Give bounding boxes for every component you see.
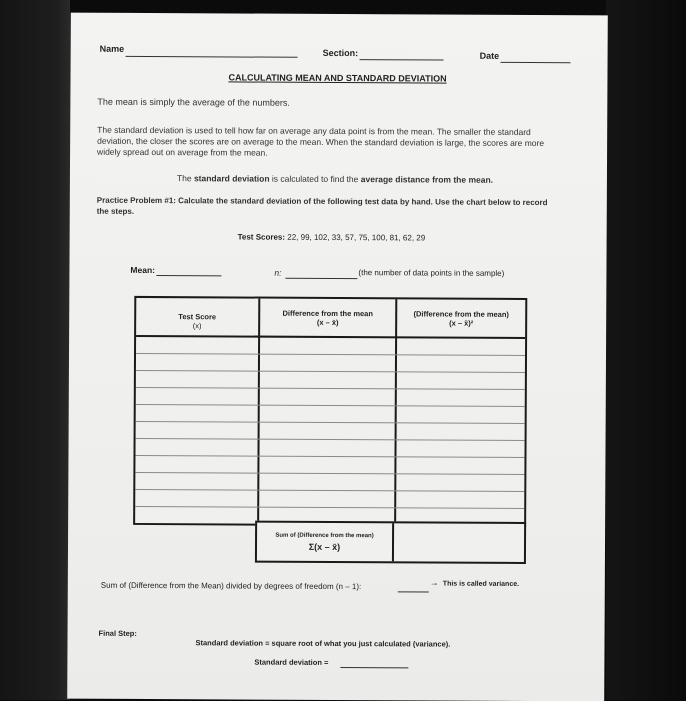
data-table	[133, 296, 527, 527]
name-label: Name	[99, 43, 125, 54]
n-hint: (the number of data points in the sample)	[358, 268, 505, 278]
test-scores	[238, 232, 426, 242]
col-difference-header	[260, 309, 395, 328]
table-row-line	[135, 489, 524, 492]
sd-label: Standard deviation =	[254, 657, 329, 667]
col2-line2: (x – x̄)	[316, 317, 339, 328]
table-row-line	[135, 472, 524, 475]
mean-label: Mean:	[130, 264, 156, 276]
section-label: Section:	[322, 47, 359, 59]
mean-field[interactable]	[156, 275, 221, 276]
table-row-line	[136, 421, 525, 424]
variance-field[interactable]	[398, 591, 429, 592]
sd-calc-bold1: standard deviation	[193, 173, 270, 184]
sd-calc-prefix: The	[176, 173, 192, 184]
sum-header	[257, 532, 392, 555]
final-step-text: Standard deviation = square root of what you just calculated (variance).	[195, 638, 451, 649]
date-label: Date	[479, 50, 500, 61]
sum-answer-cell[interactable]	[394, 523, 524, 562]
worksheet-page	[67, 13, 608, 701]
col2-line1: Difference from the mean	[282, 308, 373, 319]
sd-paragraph: The standard deviation is used to tell how far on average any data point is from the mean. The smaller the standard deviation, the closer the scores are on average to the mean. When the standard deviation is large, the scores are more widely spread out on average from the mean.	[97, 124, 545, 158]
col-test-score-header	[136, 312, 258, 331]
arrow-icon: →	[429, 577, 439, 588]
table-row-line	[136, 404, 525, 407]
section-field[interactable]	[360, 59, 444, 60]
variance-text: Sum of (Difference from the Mean) divided by degrees of freedom (n – 1):	[100, 580, 362, 592]
final-step-label: Final Step:	[98, 628, 137, 638]
table-row-line	[136, 387, 525, 390]
n-field[interactable]	[285, 278, 357, 279]
col3-line1: (Difference from the mean)	[413, 309, 509, 319]
variance-note: This is called variance.	[442, 580, 520, 588]
background-right	[606, 0, 686, 700]
sum-box	[255, 521, 526, 564]
practice-problem: Practice Problem #1: Calculate the standard deviation of the following test data by hand. Use the chart below to record the steps.	[96, 195, 548, 216]
test-scores-values: 22, 99, 102, 33, 57, 75, 100, 81, 62, 29	[287, 232, 426, 243]
table-row-line	[135, 506, 524, 509]
table-row-line	[136, 370, 525, 373]
sum-line1: Sum of (Difference from the mean)	[275, 532, 374, 540]
sum-line2: Σ(x – x̄)	[308, 541, 341, 553]
col1-line1: Test Score	[178, 312, 217, 322]
col-squared-header	[397, 309, 525, 328]
name-field[interactable]	[126, 56, 298, 58]
col1-line2: (x)	[192, 321, 202, 331]
mean-definition: The mean is simply the average of the numbers.	[97, 96, 290, 108]
n-label: n:	[274, 267, 282, 278]
table-row-line	[136, 353, 525, 356]
date-field[interactable]	[501, 62, 571, 63]
background-left	[0, 0, 70, 700]
table-row-line	[135, 455, 524, 458]
test-scores-label: Test Scores:	[237, 232, 286, 242]
col3-line2: (x – x̄)²	[449, 318, 474, 328]
table-header-rule	[136, 335, 525, 339]
sd-calc-bold2: average distance from the mean.	[360, 174, 494, 185]
table-row-line	[136, 438, 525, 441]
sd-calc-mid: is calculated to find the	[271, 173, 359, 185]
sd-field[interactable]	[340, 667, 408, 668]
page-title: CALCULATING MEAN AND STANDARD DEVIATION	[228, 72, 447, 84]
sd-calc-sentence	[177, 173, 493, 186]
